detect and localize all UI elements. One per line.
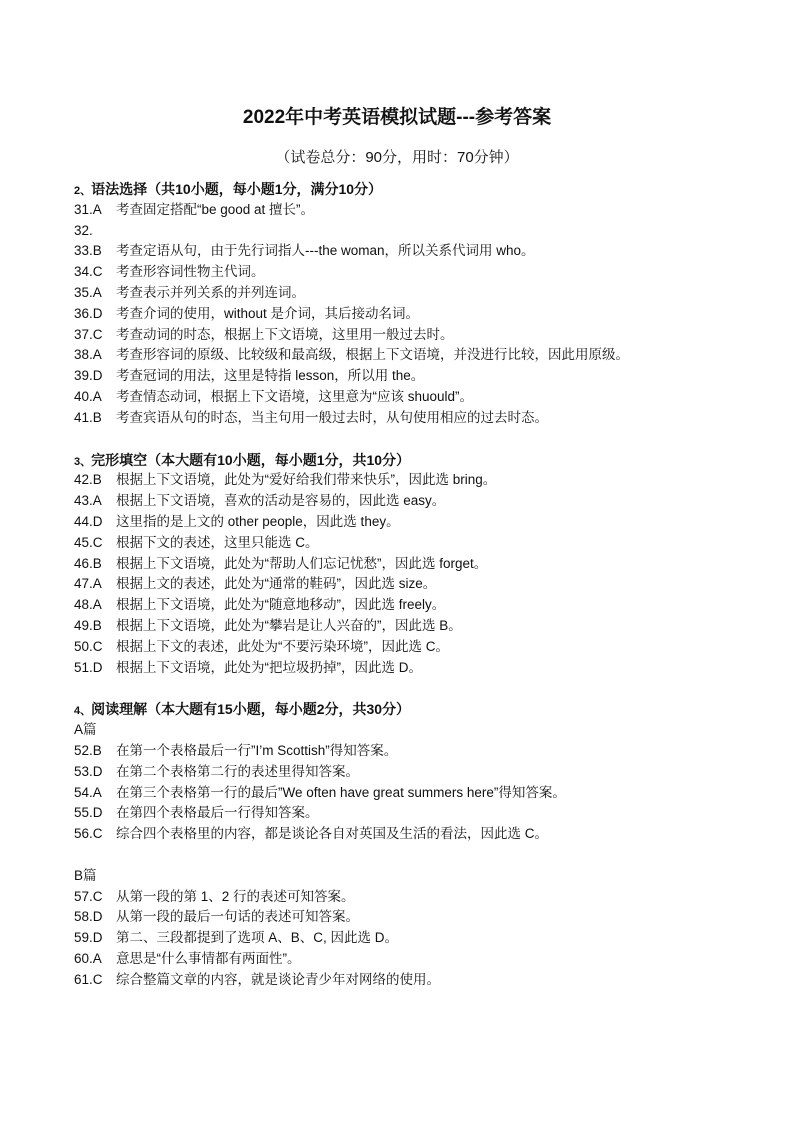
document-subtitle: （试卷总分：90分，用时：70分钟） xyxy=(275,149,519,166)
document-title: 2022年中考英语模拟试题---参考答案 xyxy=(242,107,552,128)
answer-explanation: 考查定语从句，由于先行词指人---the woman，所以关系代词用 who。 xyxy=(116,243,535,259)
answer-explanation: 从第一段的第 1、2 行的表述可知答案。 xyxy=(116,888,355,904)
answer-explanation: 根据上下文的表述，此处为“不要污染环境”，因此选 C。 xyxy=(116,638,449,654)
answer-explanation: 综合四个表格里的内容，都是谈论各自对英国及生活的看法，因此选 C。 xyxy=(116,826,548,842)
answer-item xyxy=(74,408,774,429)
answer-item xyxy=(74,783,774,804)
answer-item xyxy=(74,325,774,346)
answer-explanation: 考查冠词的用法，这里是特指 lesson，所以用 the。 xyxy=(116,368,425,384)
answer-explanation: 考查宾语从句的时态，当主句用一般过去时，从句使用相应的过去时态。 xyxy=(116,409,548,425)
spacer xyxy=(74,845,774,866)
question-number: 31.A xyxy=(74,201,102,217)
answer-item xyxy=(74,304,774,325)
answer-explanation: 根据上下文语境，此处为“攀岩是让人兴奋的”，因此选 B。 xyxy=(116,617,462,633)
answer-explanation: 这里指的是上文的 other people，因此选 they。 xyxy=(116,513,400,529)
question-number: 50.C xyxy=(74,638,103,654)
answer-explanation: 根据上文的表述，此处为“通常的鞋码”，因此选 size。 xyxy=(116,576,437,592)
answer-explanation: 考查介词的使用，without 是介词，其后接动名词。 xyxy=(116,305,420,321)
answer-item xyxy=(74,616,774,637)
answer-explanation: 考查情态动词，根据上下文语境，这里意为“应该 shuould”。 xyxy=(116,388,474,404)
question-number: 57.C xyxy=(74,888,103,904)
answer-item xyxy=(74,595,774,616)
answer-item xyxy=(74,512,774,533)
answer-item xyxy=(74,803,774,824)
answer-item xyxy=(74,824,774,845)
answer-explanation: 根据上下文语境，此处为“爱好给我们带来快乐”，因此选 bring。 xyxy=(116,472,497,488)
answer-item xyxy=(74,762,774,783)
answer-item xyxy=(74,283,774,304)
answer-item xyxy=(74,221,774,242)
question-number: 32. xyxy=(74,222,93,238)
answer-item xyxy=(74,658,774,679)
answer-item xyxy=(74,366,774,387)
question-number: 37.C xyxy=(74,326,103,342)
answer-item xyxy=(74,470,774,491)
question-number: 52.B xyxy=(74,742,102,758)
answer-explanation: 在第一个表格最后一行”I’m Scottish”得知答案。 xyxy=(116,742,398,758)
question-number: 34.C xyxy=(74,264,103,280)
section-heading: 3、完形填空（本大题有10小题，每小题1分，共10分） xyxy=(74,451,411,468)
question-number: 39.D xyxy=(74,368,103,384)
answer-explanation: 在第二个表格第二行的表述里得知答案。 xyxy=(116,763,359,779)
answer-item xyxy=(74,554,774,575)
question-number: 38.A xyxy=(74,347,102,363)
answer-explanation: 根据下文的表述，这里只能选 C。 xyxy=(116,534,319,550)
answer-explanation: 考查固定搭配“be good at 擅长”。 xyxy=(116,201,315,217)
question-number: 61.C xyxy=(74,971,103,987)
answer-explanation: 根据上下文语境，喜欢的活动是容易的，因此选 easy。 xyxy=(116,493,446,509)
question-number: 59.D xyxy=(74,930,103,946)
answer-item xyxy=(74,907,774,928)
question-number: 54.A xyxy=(74,784,102,800)
answer-explanation: 根据上下文语境，此处为“随意地移动”，因此选 freely。 xyxy=(116,597,446,613)
answer-item xyxy=(74,491,774,512)
part-b-label: B篇 xyxy=(74,867,97,883)
answer-item xyxy=(74,887,774,908)
answer-item xyxy=(74,741,774,762)
question-number: 46.B xyxy=(74,555,102,571)
section-heading: 4、阅读理解（本大题有15小题，每小题2分，共30分） xyxy=(74,701,411,718)
question-number: 47.A xyxy=(74,576,102,592)
answer-item xyxy=(74,949,774,970)
section-reading xyxy=(74,699,774,990)
answer-item xyxy=(74,574,774,595)
answer-explanation: 考查表示并列关系的并列连词。 xyxy=(116,284,305,300)
answer-explanation: 在第四个表格最后一行得知答案。 xyxy=(116,805,319,821)
question-number: 35.A xyxy=(74,284,102,300)
answer-item xyxy=(74,241,774,262)
answer-explanation: 考查形容词性物主代词。 xyxy=(116,264,265,280)
answer-explanation: 在第三个表格第一行的最后”We often have great summers here”得知答案。 xyxy=(116,784,566,800)
answer-item xyxy=(74,928,774,949)
section-heading: 2、语法选择（共10小题，每小题1分，满分10分） xyxy=(74,181,383,197)
answer-item xyxy=(74,533,774,554)
answer-explanation: 根据上下文语境，此处为“把垃圾扔掉”，因此选 D。 xyxy=(116,659,422,675)
answer-explanation: 第二、三段都提到了选项 A、B、C, 因此选 D。 xyxy=(116,930,399,946)
answer-item xyxy=(74,262,774,283)
question-number: 56.C xyxy=(74,826,103,842)
answer-item xyxy=(74,637,774,658)
question-number: 58.D xyxy=(74,909,103,925)
question-number: 36.D xyxy=(74,305,103,321)
question-number: 45.C xyxy=(74,534,103,550)
question-number: 44.D xyxy=(74,513,103,529)
question-number: 55.D xyxy=(74,805,103,821)
answer-explanation: 考查动词的时态，根据上下文语境，这里用一般过去时。 xyxy=(116,326,454,342)
answer-explanation: 综合整篇文章的内容，就是谈论青少年对网络的使用。 xyxy=(116,971,440,987)
question-number: 33.B xyxy=(74,243,102,259)
question-number: 51.D xyxy=(74,659,103,675)
question-number: 60.A xyxy=(74,950,102,966)
section-cloze xyxy=(74,450,774,679)
answer-item xyxy=(74,970,774,991)
question-number: 40.A xyxy=(74,388,102,404)
part-a-label: A篇 xyxy=(74,722,97,738)
question-number: 42.B xyxy=(74,472,102,488)
answer-explanation: 根据上下文语境，此处为“帮助人们忘记忧愁”，因此选 forget。 xyxy=(116,555,488,571)
question-number: 43.A xyxy=(74,493,102,509)
question-number: 48.A xyxy=(74,597,102,613)
question-number: 41.B xyxy=(74,409,102,425)
answer-explanation: 意思是“什么事情都有两面性”。 xyxy=(116,950,301,966)
question-number: 49.B xyxy=(74,617,102,633)
question-number: 53.D xyxy=(74,763,103,779)
section-grammar xyxy=(74,179,774,429)
answer-item xyxy=(74,387,774,408)
answer-item xyxy=(74,200,774,221)
answer-item xyxy=(74,345,774,366)
answer-content xyxy=(74,179,774,990)
answer-explanation: 考查形容词的原级、比较级和最高级，根据上下文语境，并没进行比较，因此用原级。 xyxy=(116,347,629,363)
answer-explanation: 从第一段的最后一句话的表述可知答案。 xyxy=(116,909,359,925)
